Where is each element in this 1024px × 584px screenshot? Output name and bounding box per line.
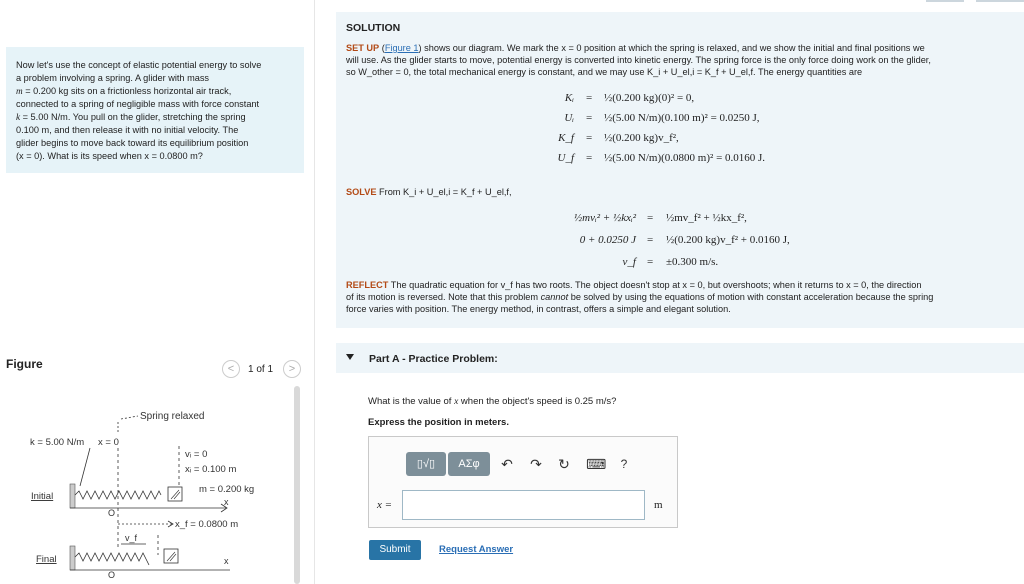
question-var: x	[454, 397, 459, 407]
setup-text: so W_other = 0, the total mechanical energy is constant, and we may use K_i + U_el,i = K_f + U_el,f. The energy quantities are	[346, 67, 863, 77]
problem-line	[16, 85, 294, 98]
spring-relaxed-label: Spring relaxed	[140, 411, 205, 422]
setup-paragraph	[346, 42, 1014, 78]
reflect-emphasis: cannot	[540, 292, 569, 302]
k-text: = 5.00 N/m. You pull on the glider, stretching the spring	[20, 112, 246, 122]
energy-eq-lhs: K_f	[558, 132, 574, 144]
chevron-right-icon: >	[288, 363, 296, 375]
solve-keyword: SOLVE	[346, 187, 377, 197]
setup-paren-open: (	[381, 43, 385, 53]
final-label: Final	[36, 554, 57, 565]
vi-label: vᵢ = 0	[185, 449, 208, 460]
energy-eq-equals: =	[586, 132, 593, 144]
energy-eq-rhs: ½(0.200 kg)v_f²,	[604, 132, 679, 144]
glider-final	[164, 549, 178, 563]
mass-label: m = 0.200 kg	[199, 484, 255, 495]
figure-scrollbar[interactable]	[294, 386, 300, 584]
solve-eq-rhs: ±0.300 m/s.	[666, 256, 719, 268]
solve-eq-lhs: 0 + 0.0250 J	[579, 234, 636, 246]
solve-text: From K_i + U_el,i = K_f + U_el,f,	[376, 187, 512, 197]
collapse-triangle-icon	[346, 354, 354, 360]
problem-line: a problem involving a spring. A glider with mass	[16, 73, 210, 83]
redo-icon[interactable]: ↷	[530, 456, 542, 472]
x0-label: x = 0	[98, 437, 119, 448]
figure-1-link[interactable]: Figure 1	[384, 43, 419, 53]
solve-eq-equals: =	[647, 234, 654, 246]
solve-eq-lhs: v_f	[622, 256, 636, 268]
unit-label: m	[654, 499, 663, 511]
xi-label: xᵢ = 0.100 m	[185, 464, 237, 475]
reset-icon[interactable]: ↻	[558, 456, 570, 472]
solve-eq-rhs: ½mv_f² + ½kx_f²,	[666, 212, 747, 224]
input-label: x =	[377, 499, 393, 511]
problem-line: glider begins to move back toward its equilibrium position	[16, 138, 249, 148]
energy-eq-lhs: Uᵢ	[564, 112, 574, 124]
solution-panel	[336, 12, 1024, 328]
reflect-text: The quadratic equation for v_f has two roots. The object doesn't stop at x = 0, but overshoots; when it returns to x = 0, the direction	[388, 280, 922, 290]
mass-text: = 0.200 kg sits on a frictionless horizontal air track,	[22, 86, 232, 96]
part-a-header[interactable]	[336, 343, 1024, 373]
setup-paren-close: )	[418, 43, 422, 53]
solve-eq-equals: =	[647, 212, 654, 224]
k-pointer	[80, 448, 90, 486]
energy-eq-lhs: Kᵢ	[564, 92, 574, 104]
spring-diagram	[6, 388, 290, 584]
mass-var: m	[16, 86, 23, 96]
k-label: k = 5.00 N/m	[30, 437, 85, 448]
part-a-title: Part A - Practice Problem:	[369, 353, 498, 365]
reflect-paragraph	[346, 279, 1014, 315]
top-bar-right	[976, 0, 1024, 2]
x-axis-initial: x	[224, 497, 229, 507]
panel-divider	[314, 0, 315, 584]
next-figure-button[interactable]	[283, 360, 301, 378]
question-post: when the object's speed is 0.25 m/s?	[458, 396, 617, 407]
templates-button[interactable]: ▯√▯	[406, 452, 446, 476]
k-var: k	[16, 112, 21, 122]
problem-line	[16, 111, 294, 124]
energy-eq-rhs: ½(0.200 kg)(0)² = 0,	[604, 92, 695, 104]
solve-eq-rhs: ½(0.200 kg)v_f² + 0.0160 J,	[666, 234, 790, 246]
energy-eq-equals: =	[586, 152, 593, 164]
vf-label: v_f	[125, 533, 138, 543]
reflect-text: be solved by using the equations of motion with constant acceleration because the spring	[568, 292, 934, 302]
greek-symbols-button[interactable]: ΑΣφ	[448, 452, 490, 476]
question-pre: What is the value of	[368, 396, 455, 407]
problem-statement	[6, 47, 304, 173]
answer-input[interactable]	[402, 490, 645, 520]
energy-eq-lhs: U_f	[557, 152, 574, 164]
problem-line: (x = 0). What is its speed when x = 0.0800 m?	[16, 151, 203, 161]
previous-figure-button[interactable]	[222, 360, 240, 378]
energy-eq-equals: =	[586, 92, 593, 104]
solution-title: SOLUTION	[346, 22, 401, 34]
undo-icon[interactable]: ↶	[501, 456, 513, 472]
x-axis-final: x	[224, 556, 229, 566]
solve-eq-lhs: ½mvᵢ² + ½kxᵢ²	[573, 212, 636, 224]
glider-initial	[168, 487, 182, 501]
keyboard-icon[interactable]: ⌨	[586, 456, 607, 472]
question-text	[368, 396, 616, 407]
top-bar-left	[926, 0, 964, 2]
reflect-text: force varies with position. The energy method, in contrast, offers a simple and elegant solution.	[346, 304, 731, 314]
setup-text: shows our diagram. We mark the x = 0 position at which the spring is relaxed, and we show the initial and final positions we	[421, 43, 925, 53]
problem-line: connected to a spring of negligible mass with force constant	[16, 99, 260, 109]
problem-line: Now let's use the concept of elastic potential energy to solve	[16, 60, 262, 70]
submit-button[interactable]: Submit	[369, 540, 421, 560]
relaxed-leader	[121, 416, 138, 419]
spring-final	[75, 553, 149, 565]
origin-initial: O	[108, 508, 116, 518]
figure-title: Figure	[6, 357, 43, 371]
wall-final	[70, 546, 75, 570]
energy-eq-rhs: ½(5.00 N/m)(0.0800 m)² = 0.0160 J.	[604, 152, 766, 164]
request-answer-link[interactable]: Request Answer	[439, 544, 514, 555]
help-icon[interactable]: ?	[620, 457, 628, 471]
energy-eq-rhs: ½(5.00 N/m)(0.100 m)² = 0.0250 J,	[604, 112, 760, 124]
initial-label: Initial	[31, 491, 54, 502]
instruction-text: Express the position in meters.	[368, 417, 509, 428]
solve-paragraph	[346, 186, 1014, 198]
xf-label: x_f = 0.0800 m	[175, 519, 239, 530]
chevron-left-icon: <	[227, 363, 235, 375]
origin-final: O	[108, 570, 116, 580]
reflect-text: of its motion is reversed. Note that this problem	[346, 292, 541, 302]
reflect-keyword: REFLECT	[346, 280, 389, 290]
setup-text: will use. As the glider starts to move, potential energy is converted into kinetic energy. The spring force is the only force doing work on the glider,	[346, 55, 931, 65]
setup-keyword: SET UP	[346, 43, 380, 53]
problem-line: 0.100 m, and then release it with no initial velocity. The	[16, 125, 239, 135]
energy-eq-equals: =	[586, 112, 593, 124]
figure-pager: 1 of 1	[248, 364, 274, 375]
solve-eq-equals: =	[647, 256, 654, 268]
wall-initial	[70, 484, 75, 508]
